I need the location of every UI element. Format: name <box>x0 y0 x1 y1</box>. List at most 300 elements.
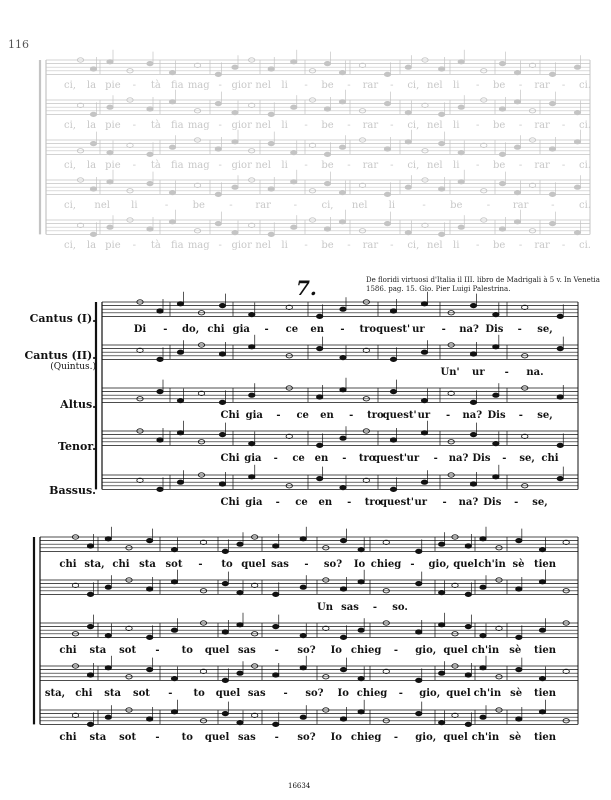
lyric-syllable: ci, <box>64 80 76 91</box>
note <box>219 303 225 307</box>
note <box>416 630 422 634</box>
note <box>514 190 520 194</box>
note <box>340 485 346 489</box>
note <box>105 666 111 670</box>
note <box>232 110 238 114</box>
source-note: De floridi virtuosi d'Italia il III. libro de Madrigali à 5 v. In Venetia 1586. pag. 15. Gio. Pier Luigi Palestrina. <box>366 276 600 293</box>
lyric-syllable: gia <box>244 453 262 464</box>
lyric-syllable: sas <box>271 559 289 570</box>
lyric-syllable: mag <box>187 160 210 171</box>
note <box>316 346 322 350</box>
note <box>465 544 471 548</box>
lyric-syllable: be <box>192 200 205 211</box>
note <box>539 580 545 584</box>
note <box>273 592 279 596</box>
note <box>90 67 96 71</box>
note <box>324 152 330 156</box>
note <box>232 65 238 69</box>
lyric-syllable: quel <box>443 645 468 656</box>
lyric-syllable: gior <box>231 160 252 171</box>
note <box>219 482 225 486</box>
lyric-syllable: - <box>273 453 278 464</box>
lyric-syllable: tro <box>364 497 382 508</box>
lyric-syllable: ce <box>295 497 308 508</box>
lyric-syllable: na? <box>462 410 483 421</box>
note <box>169 100 175 104</box>
note <box>147 61 153 65</box>
lyric-syllable: - <box>514 497 519 508</box>
lyric-syllable: - <box>390 240 394 251</box>
lyric-syllable: pie <box>105 80 121 91</box>
note <box>384 72 390 76</box>
lyric-syllable: rar <box>512 200 529 211</box>
lyric-syllable: - <box>476 160 480 171</box>
lyric-syllable: tro <box>358 453 376 464</box>
lyric-syllable: sta, <box>44 688 66 699</box>
lyric-syllable: chi <box>59 645 77 656</box>
note <box>384 192 390 196</box>
note <box>421 431 427 435</box>
note <box>549 72 555 76</box>
note <box>390 309 396 313</box>
lyric-syllable: li <box>388 200 396 211</box>
lyric-syllable: - <box>155 645 160 656</box>
lyric-syllable: chi <box>75 688 93 699</box>
lyric-syllable: - <box>486 200 491 211</box>
note <box>268 232 274 236</box>
note <box>215 147 221 151</box>
note <box>273 544 279 548</box>
lyric-syllable: ci, <box>64 240 76 251</box>
lyric-syllable: rar <box>362 240 379 251</box>
lyric-syllable: pie <box>105 240 121 251</box>
lyric-syllable: sè <box>509 645 522 656</box>
note <box>574 185 580 189</box>
note <box>215 221 221 225</box>
note <box>171 547 177 551</box>
note <box>514 70 520 74</box>
lyric-syllable: ci. <box>579 160 591 171</box>
part-label-bassus: Bassus. <box>49 484 96 497</box>
note <box>237 671 243 675</box>
note <box>549 192 555 196</box>
note <box>324 227 330 231</box>
lyric-syllable: - <box>347 80 351 91</box>
note <box>105 633 111 637</box>
note <box>215 72 221 76</box>
note <box>438 720 444 724</box>
lyric-syllable: fia <box>170 120 184 131</box>
note <box>438 112 444 116</box>
lyric-syllable: se, <box>519 453 535 464</box>
lyric-syllable: - <box>218 80 222 91</box>
note <box>574 140 580 144</box>
lyric-syllable: sè <box>512 559 525 570</box>
note <box>358 710 364 714</box>
lyric-syllable: rar <box>362 120 379 131</box>
lyric-syllable: nel <box>255 120 271 131</box>
lyric-syllable: Io <box>337 688 349 699</box>
lyric-syllable: Dis <box>485 324 504 335</box>
note <box>291 60 297 64</box>
lyric-syllable: tien <box>533 559 557 570</box>
lyric-syllable: ci, <box>407 80 420 91</box>
lyric-syllable: sta, <box>84 559 105 570</box>
note <box>171 676 177 680</box>
note <box>90 187 96 191</box>
lyric-syllable: ur <box>417 410 431 421</box>
lyric-syllable: - <box>218 160 222 171</box>
lyric-syllable: - <box>132 160 137 171</box>
lyric-syllable: - <box>347 160 351 171</box>
note <box>105 715 111 719</box>
note <box>273 722 279 726</box>
note <box>557 443 563 447</box>
note <box>237 720 243 724</box>
lyric-syllable: - <box>283 688 288 699</box>
lyric-syllable: sta <box>104 688 122 699</box>
lyric-syllable: so? <box>323 559 343 570</box>
lyric-syllable: - <box>518 410 523 421</box>
ghost-system-lyrics <box>0 120 611 134</box>
note <box>458 60 464 64</box>
note <box>316 395 322 399</box>
note <box>390 438 396 442</box>
lyric-syllable: ci. <box>579 120 591 131</box>
lyric-syllable: chieg <box>350 645 382 656</box>
lyric-syllable: - <box>518 80 523 91</box>
lyric-syllable: ci. <box>579 80 591 91</box>
note <box>514 220 520 224</box>
note <box>539 628 545 632</box>
note <box>300 585 306 589</box>
lyric-syllable: ur <box>406 453 420 464</box>
note <box>87 722 93 726</box>
lyric-syllable: gia <box>245 497 263 508</box>
system-1-lyrics <box>0 453 611 467</box>
note <box>157 487 163 491</box>
note <box>458 150 464 154</box>
lyric-syllable: ci, <box>321 200 334 211</box>
lyric-syllable: chi <box>112 559 130 570</box>
lyric-syllable: quel <box>215 688 241 699</box>
note <box>169 70 175 74</box>
note <box>340 717 346 721</box>
lyric-syllable: la <box>86 120 97 131</box>
lyric-syllable: li <box>281 240 288 251</box>
note <box>291 225 297 229</box>
lyric-syllable: gior <box>231 240 252 251</box>
lyric-syllable: ch'in <box>471 732 500 743</box>
lyric-syllable: na? <box>448 453 469 464</box>
lyric-syllable: tien <box>533 688 557 699</box>
note <box>384 101 390 105</box>
note <box>390 487 396 491</box>
note <box>339 220 345 224</box>
note <box>340 307 346 311</box>
note <box>237 590 243 594</box>
lyric-syllable: do, <box>182 324 200 335</box>
lyric-syllable: - <box>422 200 426 211</box>
lyric-syllable: rar <box>534 240 550 251</box>
note <box>421 480 427 484</box>
lyric-syllable: rar <box>255 200 271 211</box>
note <box>107 60 113 64</box>
lyric-syllable: nel <box>427 240 443 251</box>
lyric-syllable: quest' <box>379 497 414 508</box>
lyric-syllable: so? <box>305 688 324 699</box>
note <box>147 181 153 185</box>
note <box>557 476 563 480</box>
note <box>291 150 297 154</box>
note <box>340 538 346 542</box>
lyric-syllable: Io <box>330 645 342 656</box>
note <box>390 357 396 361</box>
lyric-syllable: fia <box>170 240 184 251</box>
note <box>222 581 228 585</box>
note <box>405 140 411 144</box>
lyric-syllable: gio, <box>415 732 437 743</box>
note <box>177 350 183 354</box>
note <box>147 107 153 111</box>
lyric-syllable: fia <box>170 80 184 91</box>
note <box>416 581 422 585</box>
note <box>499 181 505 185</box>
note <box>146 717 152 721</box>
ghost-system-lyrics <box>0 80 611 94</box>
lyric-syllable: - <box>347 120 351 131</box>
note <box>480 633 486 637</box>
lyric-syllable: chi <box>541 453 559 464</box>
note <box>574 230 580 234</box>
note <box>557 346 563 350</box>
lyric-syllable: rar <box>534 160 550 171</box>
lyric-syllable: ci. <box>579 200 591 211</box>
lyric-syllable: - <box>164 200 169 211</box>
note <box>339 100 345 104</box>
note <box>177 398 183 402</box>
lyric-syllable: - <box>518 120 523 131</box>
lyric-syllable: - <box>390 80 394 91</box>
lyric-syllable: gio, <box>415 645 437 656</box>
lyric-syllable: li <box>281 160 288 171</box>
lyric-syllable: fia <box>170 160 184 171</box>
lyric-syllable: - <box>218 120 222 131</box>
note <box>90 112 96 116</box>
lyric-syllable: en <box>310 324 325 335</box>
note <box>177 480 183 484</box>
note <box>90 141 96 145</box>
note <box>516 587 522 591</box>
note <box>516 635 522 639</box>
note <box>574 65 580 69</box>
lyric-syllable: na? <box>458 497 479 508</box>
lyric-syllable: la <box>86 240 97 251</box>
note <box>219 432 225 436</box>
lyric-syllable: gia <box>245 410 263 421</box>
note <box>514 145 520 149</box>
note <box>300 537 306 541</box>
part-label-tenor: Tenor. <box>58 440 96 453</box>
lyric-syllable: - <box>518 160 523 171</box>
lyric-syllable: sas <box>247 688 266 699</box>
lyric-syllable: - <box>551 200 555 211</box>
note <box>177 302 183 306</box>
lyric-syllable: - <box>132 240 137 251</box>
note <box>300 715 306 719</box>
lyric-syllable: - <box>342 453 347 464</box>
lyric-syllable: - <box>445 410 451 421</box>
note <box>107 180 113 184</box>
note <box>291 180 297 184</box>
lyric-syllable: nel <box>94 200 110 211</box>
note <box>232 185 238 189</box>
lyric-syllable: sas <box>238 645 256 656</box>
note <box>539 676 545 680</box>
note <box>493 345 499 349</box>
lyric-syllable: - <box>198 559 203 570</box>
lyric-syllable: - <box>502 453 507 464</box>
note <box>222 711 228 715</box>
lyric-syllable: - <box>518 240 523 251</box>
lyric-syllable: - <box>304 559 309 570</box>
note <box>438 542 444 546</box>
lyric-syllable: se, <box>532 497 548 508</box>
lyric-syllable: se, <box>537 324 553 335</box>
part-label-cantus-2: Cantus (II). (Quintus.) <box>24 349 96 372</box>
note <box>493 312 499 316</box>
note <box>438 187 444 191</box>
lyric-syllable: sè <box>510 688 523 699</box>
note <box>222 630 228 634</box>
note <box>465 673 471 677</box>
note <box>249 312 255 316</box>
lyric-syllable: gia <box>232 324 250 335</box>
lyric-syllable: so? <box>297 732 316 743</box>
system-2-lyrics <box>0 559 611 573</box>
note <box>465 722 471 726</box>
note <box>237 623 243 627</box>
note <box>416 711 422 715</box>
note <box>105 537 111 541</box>
lyric-syllable: gior <box>231 80 252 91</box>
note <box>470 352 476 356</box>
lyric-syllable: sas <box>238 732 256 743</box>
lyric-syllable: quel <box>241 559 266 570</box>
lyric-syllable: be <box>492 160 506 171</box>
note <box>324 61 330 65</box>
note <box>147 152 153 156</box>
note <box>324 181 330 185</box>
lyric-syllable: rar <box>534 120 550 131</box>
system-2-lyrics <box>0 732 611 746</box>
note <box>237 542 243 546</box>
lyric-syllable: rar <box>362 160 379 171</box>
lyric-syllable: gio, <box>428 559 450 570</box>
lyric-syllable: tà <box>150 120 161 131</box>
note <box>87 592 93 596</box>
lyric-syllable: sta <box>89 732 107 743</box>
note <box>516 538 522 542</box>
lyric-syllable: - <box>304 160 308 171</box>
note <box>215 192 221 196</box>
lyric-syllable: - <box>476 120 480 131</box>
lyric-syllable: ci, <box>407 120 420 131</box>
lyric-syllable: Dis <box>483 497 502 508</box>
note <box>171 628 177 632</box>
note <box>438 141 444 145</box>
note <box>157 438 163 442</box>
note <box>358 628 364 632</box>
lyric-syllable: - <box>229 200 233 211</box>
lyric-syllable: pie <box>105 120 121 131</box>
lyric-syllable: nel <box>255 160 271 171</box>
note <box>416 678 422 682</box>
lyric-syllable: Un' <box>440 367 460 378</box>
plate-number: 16634 <box>288 782 311 790</box>
lyric-syllable: rar <box>534 80 550 91</box>
note <box>499 107 505 111</box>
note <box>215 101 221 105</box>
lyric-syllable: be <box>492 240 506 251</box>
lyric-syllable: ci, <box>64 200 76 211</box>
lyric-syllable: quel <box>446 688 471 699</box>
lyric-syllable: li <box>453 80 460 91</box>
system-2-lyrics <box>0 645 611 659</box>
lyric-syllable: - <box>163 324 168 335</box>
note <box>146 635 152 639</box>
note <box>480 585 486 589</box>
lyric-syllable: - <box>304 120 308 131</box>
lyric-syllable: - <box>275 497 280 508</box>
lyric-syllable: quel <box>204 732 230 743</box>
note <box>499 61 505 65</box>
note <box>493 393 499 397</box>
note <box>87 624 93 628</box>
note <box>316 314 322 318</box>
note <box>539 547 545 551</box>
lyric-syllable: Io <box>353 559 366 570</box>
lyric-syllable: to <box>181 645 193 656</box>
note <box>219 352 225 356</box>
lyric-syllable: Dis <box>487 410 506 421</box>
note <box>438 590 444 594</box>
note <box>339 70 345 74</box>
note <box>438 67 444 71</box>
note <box>416 549 422 553</box>
lyric-syllable: li <box>281 120 288 131</box>
lyric-syllable: ur <box>414 497 428 508</box>
lyric-syllable: ce <box>292 453 305 464</box>
note <box>316 476 322 480</box>
note <box>384 147 390 151</box>
note <box>340 355 346 359</box>
lyric-syllable: li <box>453 160 460 171</box>
note <box>458 180 464 184</box>
note <box>339 190 345 194</box>
lyric-syllable: en <box>320 410 334 421</box>
system-1-lyrics <box>0 367 611 381</box>
note <box>316 443 322 447</box>
lyric-syllable: - <box>264 324 269 335</box>
note <box>339 145 345 149</box>
lyric-syllable: chi <box>207 324 225 335</box>
note <box>171 580 177 584</box>
note <box>232 140 238 144</box>
note <box>470 432 476 436</box>
note <box>549 147 555 151</box>
lyric-syllable: - <box>274 645 279 656</box>
